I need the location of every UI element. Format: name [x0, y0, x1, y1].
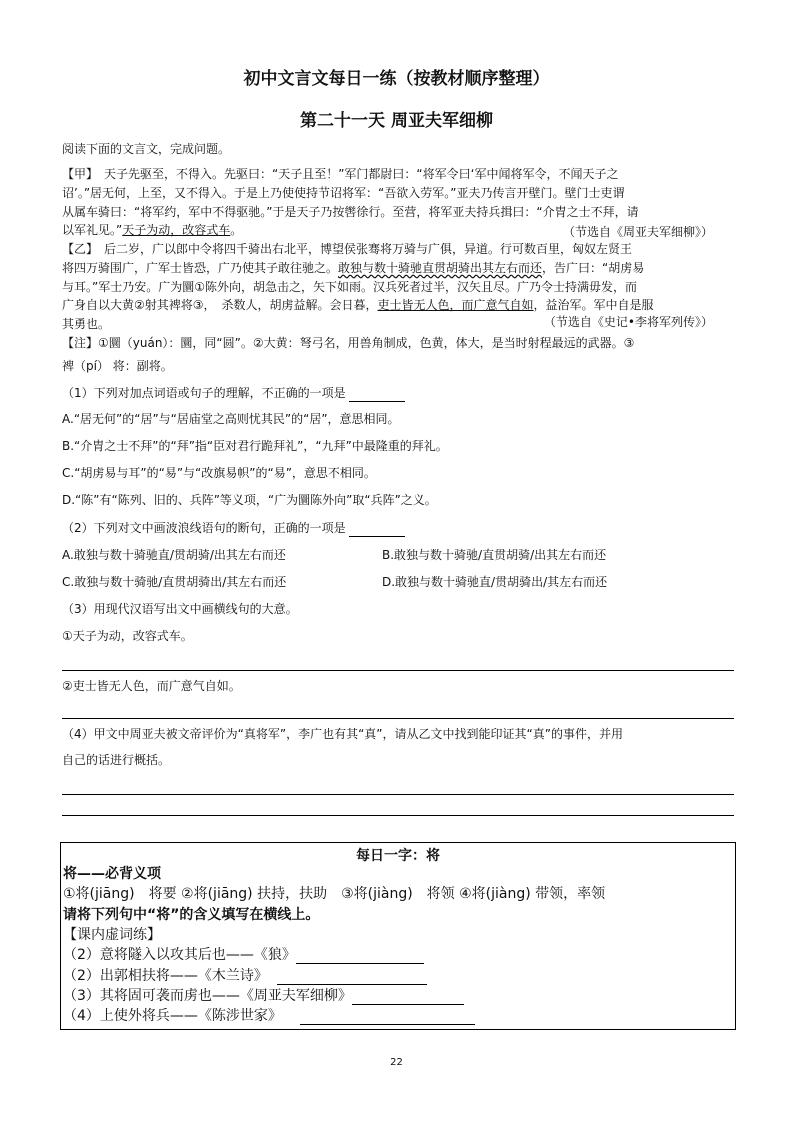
daily-character-heading: 每日一字：将	[356, 848, 440, 864]
exercise-4	[63, 1007, 475, 1025]
daily-character-box	[60, 842, 736, 1030]
question-4-line-1: （4）甲文中周亚夫被文帝评价为“真将军”，李广也有其“真”，请从乙文中找到能印证其“真”的事件，并用	[62, 727, 623, 741]
answer-line[interactable]	[62, 794, 734, 795]
passage-a-text: 。	[230, 223, 243, 237]
passage-b-source: （节选自《史记•李将军列传》）	[543, 315, 713, 329]
passage-b-text: ，告广曰：“胡虏易	[542, 261, 645, 275]
passage-b-line-1: 【乙】 后二岁，广以郎中令将四千骑出右北平，博望侯张骞将万骑与广俱，异道。行可数百里，匈奴左贤王	[62, 242, 633, 256]
passage-b-text: 将四万骑围广，广军士皆恐，广乃使其子敢往驰之。	[62, 261, 339, 275]
question-3-sentence-2: ②吏士皆无人色，而广意气自如。	[62, 679, 241, 693]
fill-instruction: 请将下列句中“将”的含义填写在横线上。	[63, 907, 320, 923]
exercise-text: （3）其将固可袭而虏也——《周亚夫军细柳》	[63, 988, 352, 1004]
underlined-sentence-b: 吏士皆无人色，而广意气自如	[377, 298, 534, 312]
passage-b-text: ，益治军。军中自是服	[533, 298, 654, 312]
passage-a-line-4	[62, 221, 242, 239]
passage-b-line-2	[62, 259, 644, 277]
passage-a-line-2: 诏’。”居无何，上至，又不得入。于是上乃使使持节诏将军：“吾欲入劳军。”亚夫乃传言开壁门。壁门士吏谓	[62, 186, 625, 200]
answer-blank[interactable]	[277, 970, 427, 985]
exercise-text: （2）出郭相扶将——《木兰诗》	[63, 968, 268, 984]
reading-instruction: 阅读下面的文言文，完成问题。	[62, 142, 231, 156]
question-2-option-c: C.敢独与数十骑驰/直贯胡骑出/其左右而还	[62, 575, 287, 589]
question-1-text: （1）下列对加点词语或句子的理解，不正确的一项是	[62, 386, 346, 400]
answer-blank[interactable]	[300, 1010, 475, 1025]
question-2-text: （2）下列对文中画波浪线语句的断句，正确的一项是	[62, 521, 346, 535]
question-2-option-d: D.敢独与数十骑驰直/贯胡骑出/其左右而还	[382, 575, 608, 589]
question-2-stem	[62, 519, 405, 537]
question-1-option-b: B.“介胄之士不拜”的“拜”指“臣对君行跪拜礼”，“九拜”中最隆重的拜礼。	[62, 439, 448, 453]
wavy-underlined-sentence: 敢独与数十骑驰直贯胡骑出其左右而还	[338, 261, 543, 275]
answer-line[interactable]	[62, 718, 734, 719]
notes-line-1: 【注】①圜（yuán）：圜，同“圆”。②大黄：弩弓名，用兽角制成，色黄，体大，是当时射程最远的武器。③	[62, 336, 635, 350]
exercise-text: （2）意将隧入以攻其后也——《狼》	[63, 947, 296, 963]
practice-section-label: 【课内虚词练】	[63, 927, 161, 943]
page-number: 22	[390, 1057, 403, 1068]
exercise-2	[63, 967, 427, 985]
question-1-stem	[62, 384, 405, 402]
answer-line[interactable]	[62, 670, 734, 671]
exercise-3	[63, 987, 464, 1005]
passage-b-line-5: 其勇也。	[62, 317, 111, 331]
page-title: 初中文言文每日一练（按教材顺序整理）	[243, 69, 550, 89]
passage-a-line-1: 【甲】 天子先驱至，不得入。先驱曰：“天子且至！”军门都尉曰：“将军令曰‘军中闻将军令，不闻天子之	[62, 167, 619, 181]
answer-blank[interactable]	[352, 990, 464, 1005]
underlined-sentence-a: 天子为动，改容式车	[122, 223, 231, 237]
question-4-line-2: 自己的话进行概括。	[62, 753, 171, 767]
question-1-option-a: A.“居无何”的“居”与“居庙堂之高则忧其民”的“居”，意思相同。	[62, 412, 400, 426]
question-3-sentence-1: ①天子为动，改容式车。	[62, 629, 193, 643]
question-2-option-b: B.敢独与数十骑驰/直贯胡骑/出其左右而还	[382, 548, 607, 562]
lesson-title: 第二十一天 周亚夫军细柳	[300, 111, 493, 131]
question-1-option-d: D.“陈”有“陈列、旧的、兵阵”等义项，“广为圜陈外向”取“兵阵”之义。	[62, 493, 437, 507]
exercise-text: （4）上使外将兵——《陈涉世家》	[63, 1008, 282, 1024]
passage-b-line-3: 与耳。”军士乃安。广为圜①陈外向，胡急击之，矢下如雨。汉兵死者过半，汉矢且尽。广乃令士持满毋发，而	[62, 280, 637, 294]
meanings-label: 将——必背义项	[63, 866, 161, 882]
answer-blank[interactable]	[349, 389, 405, 402]
passage-a-text: 以军礼见。”	[62, 223, 123, 237]
passage-b-line-4	[62, 296, 654, 314]
answer-blank[interactable]	[349, 524, 405, 537]
notes-line-2: 裨（pí） 将：副将。	[62, 359, 173, 373]
question-3-stem: （3）用现代汉语写出文中画横线句的大意。	[62, 602, 298, 616]
meanings-list: ①将(jiāng) 将要 ②将(jiāng) 扶持，扶助 ③将(jiàng) 将领 ④将(jiàng) 带领，率领	[63, 886, 606, 902]
passage-a-source: （节选自《周亚夫军细柳》）	[562, 225, 713, 239]
passage-a-line-3: 从属车骑曰：“将军约，军中不得驱驰。”于是天子乃按辔徐行。至营，将军亚夫持兵揖曰：“介胄之士不拜，请	[62, 205, 639, 219]
passage-b-text: 广身自以大黄②射其裨将③， 杀数人，胡虏益解。会日暮，	[62, 298, 378, 312]
answer-blank[interactable]	[296, 949, 424, 964]
question-2-option-a: A.敢独与数十骑驰直/贯胡骑/出其左右而还	[62, 548, 286, 562]
answer-line[interactable]	[62, 815, 734, 816]
question-1-option-c: C.“胡虏易与耳”的“易”与“改旗易帜”的“易”，意思不相同。	[62, 466, 376, 480]
exercise-1	[63, 946, 424, 964]
